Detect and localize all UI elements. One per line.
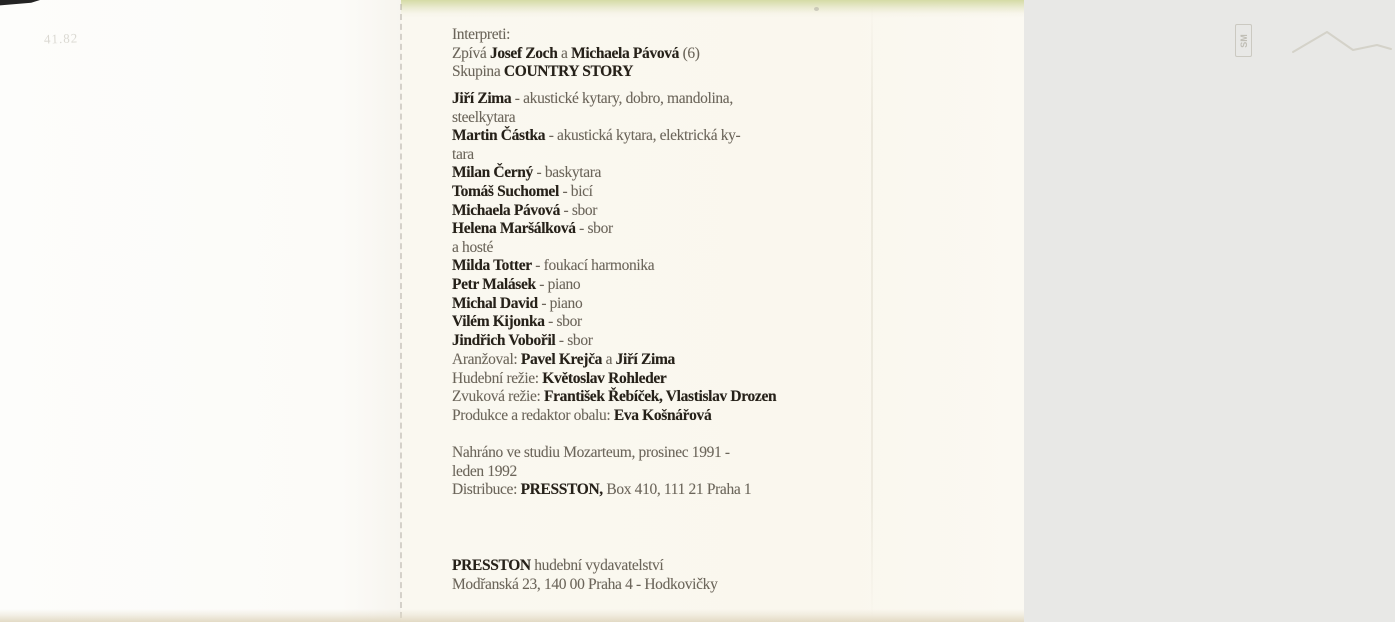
text-line: [452, 239, 782, 258]
text-line: [452, 370, 782, 389]
credit-text: - akustická kytara, elektrická ky-: [545, 127, 741, 145]
credit-name: COUNTRY STORY: [503, 63, 634, 81]
credit-name: Eva Košnářová: [613, 406, 712, 424]
left-panel-blank: [0, 0, 401, 622]
text-line: [452, 45, 782, 64]
scan-artifact-corner: [0, 0, 40, 6]
text-line: [452, 90, 782, 109]
center-fold-crease: [400, 4, 402, 618]
text-line: [452, 63, 782, 82]
section-interpreti: [452, 26, 782, 82]
credit-name: Michaela Pávová: [571, 44, 680, 62]
text-line: [452, 557, 782, 576]
right-panel-credits: [401, 0, 1249, 622]
credit-text: - sbor: [555, 331, 593, 349]
section-production-credits: [452, 351, 782, 425]
publisher-stamp-icon: [1235, 24, 1252, 57]
credit-text: - sbor: [559, 201, 598, 219]
text-line: [452, 332, 782, 351]
credit-text: Hudební režie:: [452, 369, 543, 387]
credit-text: hudební vydavatelství: [530, 557, 664, 574]
credit-name: Vilém Kijonka: [452, 313, 545, 331]
credit-text: Zvuková režie:: [452, 388, 545, 406]
credit-text: - foukací harmonika: [531, 257, 655, 275]
credit-text: Nahráno ve studiu Mozarteum, prosinec 1991 -: [452, 444, 730, 461]
credit-name: Helena Maršálková: [452, 220, 576, 238]
credit-text: a hosté: [452, 238, 494, 256]
credit-name: Milda Totter: [452, 257, 532, 275]
text-line: [452, 351, 782, 370]
credit-name: Jiří Zima: [615, 351, 675, 368]
credit-text: - bicí: [558, 182, 593, 200]
credit-text: Produkce a redaktor obalu:: [452, 406, 614, 424]
section-recording-info: [452, 444, 782, 500]
credit-name: Michal David: [452, 294, 538, 312]
text-line: [452, 164, 782, 183]
credit-name: Martin Částka: [452, 127, 546, 145]
credit-text: Skupina: [452, 63, 504, 81]
credit-name: Milan Černý: [452, 164, 533, 182]
credit-name: Michaela Pávová: [452, 201, 560, 219]
scan-edge-tint-bottom: [0, 609, 1024, 622]
credit-text: - piano: [537, 294, 583, 312]
credit-text: - sbor: [575, 220, 613, 238]
text-line: [452, 481, 782, 500]
credit-text: Interpreti:: [452, 26, 511, 43]
credit-text: - baskytara: [532, 164, 602, 182]
credit-text: leden 1992: [452, 462, 517, 480]
text-line: [452, 576, 782, 595]
text-line: [452, 295, 782, 314]
credit-name: Květoslav Rohleder: [542, 369, 667, 387]
credit-name: PRESSTON: [452, 557, 531, 574]
credit-name: Josef Zoch: [489, 44, 558, 62]
text-line: [452, 183, 782, 202]
text-line: [452, 220, 782, 239]
text-line: [452, 257, 782, 276]
credit-name: Pavel Krejča: [520, 351, 603, 368]
credit-text: (6): [679, 44, 700, 62]
pencil-chevron-mark: [1285, 24, 1395, 64]
credit-text: a: [557, 44, 572, 62]
credit-name: Petr Malásek: [452, 275, 536, 293]
text-line: [452, 202, 782, 221]
scan-edge-tint-top: [401, 0, 1024, 18]
credit-text: steelkytara: [452, 108, 516, 126]
text-line: [452, 26, 782, 45]
credit-text: - sbor: [544, 313, 582, 331]
text-line: [452, 313, 782, 332]
credit-text: Modřanská 23, 140 00 Praha 4 - Hodkovičky: [452, 575, 718, 593]
stamp-label: SM: [1238, 33, 1249, 48]
credit-text: Box 410, 111 21 Praha 1: [602, 481, 752, 499]
credit-text: - akustické kytary, dobro, mandolina,: [511, 90, 733, 107]
credit-name: Tomáš Suchomel: [452, 182, 559, 200]
credit-text: Aranžoval:: [452, 351, 521, 368]
text-line: [452, 388, 782, 407]
text-line: [452, 444, 782, 463]
credit-name: PRESSTON,: [520, 481, 603, 499]
credit-text: Distribuce:: [452, 481, 521, 499]
pencil-note: 41.82: [43, 30, 79, 47]
credit-text: Zpívá: [452, 44, 490, 62]
text-line: [452, 109, 782, 128]
text-line: [452, 146, 782, 165]
text-line: [452, 463, 782, 482]
text-line: [452, 276, 782, 295]
right-fold-crease: [871, 0, 873, 622]
credit-text: - piano: [535, 275, 581, 293]
section-publisher-address: [452, 557, 782, 594]
scan-speck: [814, 7, 819, 11]
text-line: [452, 407, 782, 426]
credit-name: Jindřich Vobořil: [452, 331, 556, 349]
credit-text: tara: [452, 145, 474, 163]
credit-name: Jiří Zima: [452, 90, 512, 107]
text-line: [452, 127, 782, 146]
credit-text: a: [602, 351, 616, 368]
section-musicians: [452, 90, 782, 350]
credit-name: František Řebíček, Vlastislav Drozen: [544, 388, 777, 406]
